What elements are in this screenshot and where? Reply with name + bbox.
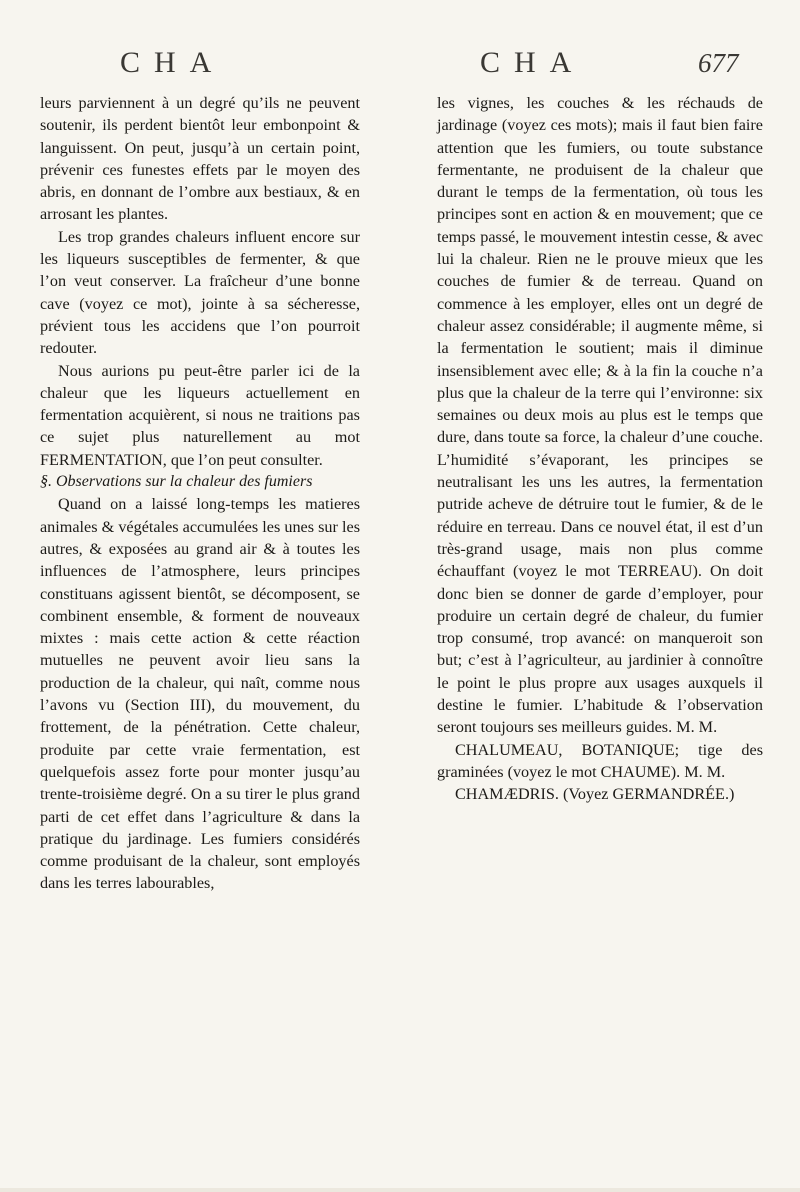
paragraph: Nous aurions pu peut-être parler ici de la chaleur que les liqueurs actuellement en fermentation acquièrent, si nous ne traitions pas ce sujet plus naturellement au mot FERMENTATION, que l’on peut consulter. (40, 361, 360, 469)
dictionary-entry: CHALUMEAU, BOTANIQUE; tige des graminées (voyez le mot CHAUME). M. M. (437, 740, 763, 781)
page-edge (0, 1188, 800, 1192)
paragraph: les vignes, les couches & les réchauds de jardinage (voyez ces mots); mais il faut bien faire attention que les fumiers, ou toute substance fermentante, ne produisent de la chaleur que durant le temps de la fermentation, où tous les principes sont en action & en mouvement; que ce temps passé, le mouvement intestin cesse, & avec lui la chaleur. Rien ne le prouve mieux que les couches de fumier & de terreau. Quand on commence à les employer, elles ont un degré de chaleur assez considérable; il augmente même, si la fermentation le soutient; mais il diminue insensiblement avec elle; & à la fin la couche n’a plus que la chaleur de la terre qui l’environne: six semaines ou deux mois au plus est le temps que dure, dans toute sa force, la chaleur d’une couche. L’humidité s’évaporant, les principes se neutralisant les uns les autres, la fermentation putride acheve de détruire tout le fumier, & de le réduire en terreau. Dans ce nouvel état, il est d’un très-grand usage, mais non plus comme échauffant (voyez le mot TERREAU). On doit donc bien se donner de garde d’employer, pour produire un certain degré de chaleur, du fumier trop consumé, trop avancé: on manqueroit son but; c’est à l’agriculteur, au jardinier à connoître le point le plus propre aux usages auxquels il destine le fumier. L’habitude & l’observation seront toujours ses meilleurs guides. M. M. (437, 94, 763, 737)
left-column (40, 92, 360, 895)
running-head-left: CHA (120, 46, 226, 79)
paragraph: leurs parviennent à un degré qu’ils ne peuvent soutenir, ils perdent bientôt leur embonpoint & languissent. On peut, jusqu’à un certain point, prévenir ces funestes effets par le moyen des abris, en donnant de l’ombre aux bestiaux, & en arrosant les plantes. (40, 94, 360, 224)
section-heading: §. Observations sur la chaleur des fumiers (40, 473, 313, 491)
page-number: 677 (698, 48, 739, 78)
running-head-right: CHA (480, 46, 586, 79)
right-column (437, 92, 763, 806)
dictionary-entry: CHAMÆDRIS. (Voyez GERMANDRÉE.) (455, 785, 735, 804)
paragraph: Les trop grandes chaleurs influent encore sur les liqueurs susceptibles de fermenter, & que l’on veut conserver. La fraîcheur d’une bonne cave (voyez ce mot), jointe à sa sécheresse, prévient tous les accidens que l’on pourroit redouter. (40, 227, 360, 358)
paragraph: Quand on a laissé long-temps les matieres animales & végétales accumulées les unes sur les autres, & exposées au grand air & à toutes les influences de l’atmosphere, leurs principes constituans agissent bientôt, se décomposent, se combinent ensemble, & forment de nouveaux mixtes : mais cette action & cette réaction mutuelles ne peuvent avoir lieu sans la production de la chaleur, qui naît, comme nous l’avons vu (Section III), du mouvement, du frottement, de la pénétration. Cette chaleur, produite par cette vraie fermentation, est quelquefois assez forte pour monter jusqu’au trente-troisième degré. On a su tirer le plus grand parti de cet effet dans l’agriculture & dans la pratique du jardinage. Les fumiers considérés comme produisant de la chaleur, sont employés dans les terres labourables, (40, 495, 360, 893)
